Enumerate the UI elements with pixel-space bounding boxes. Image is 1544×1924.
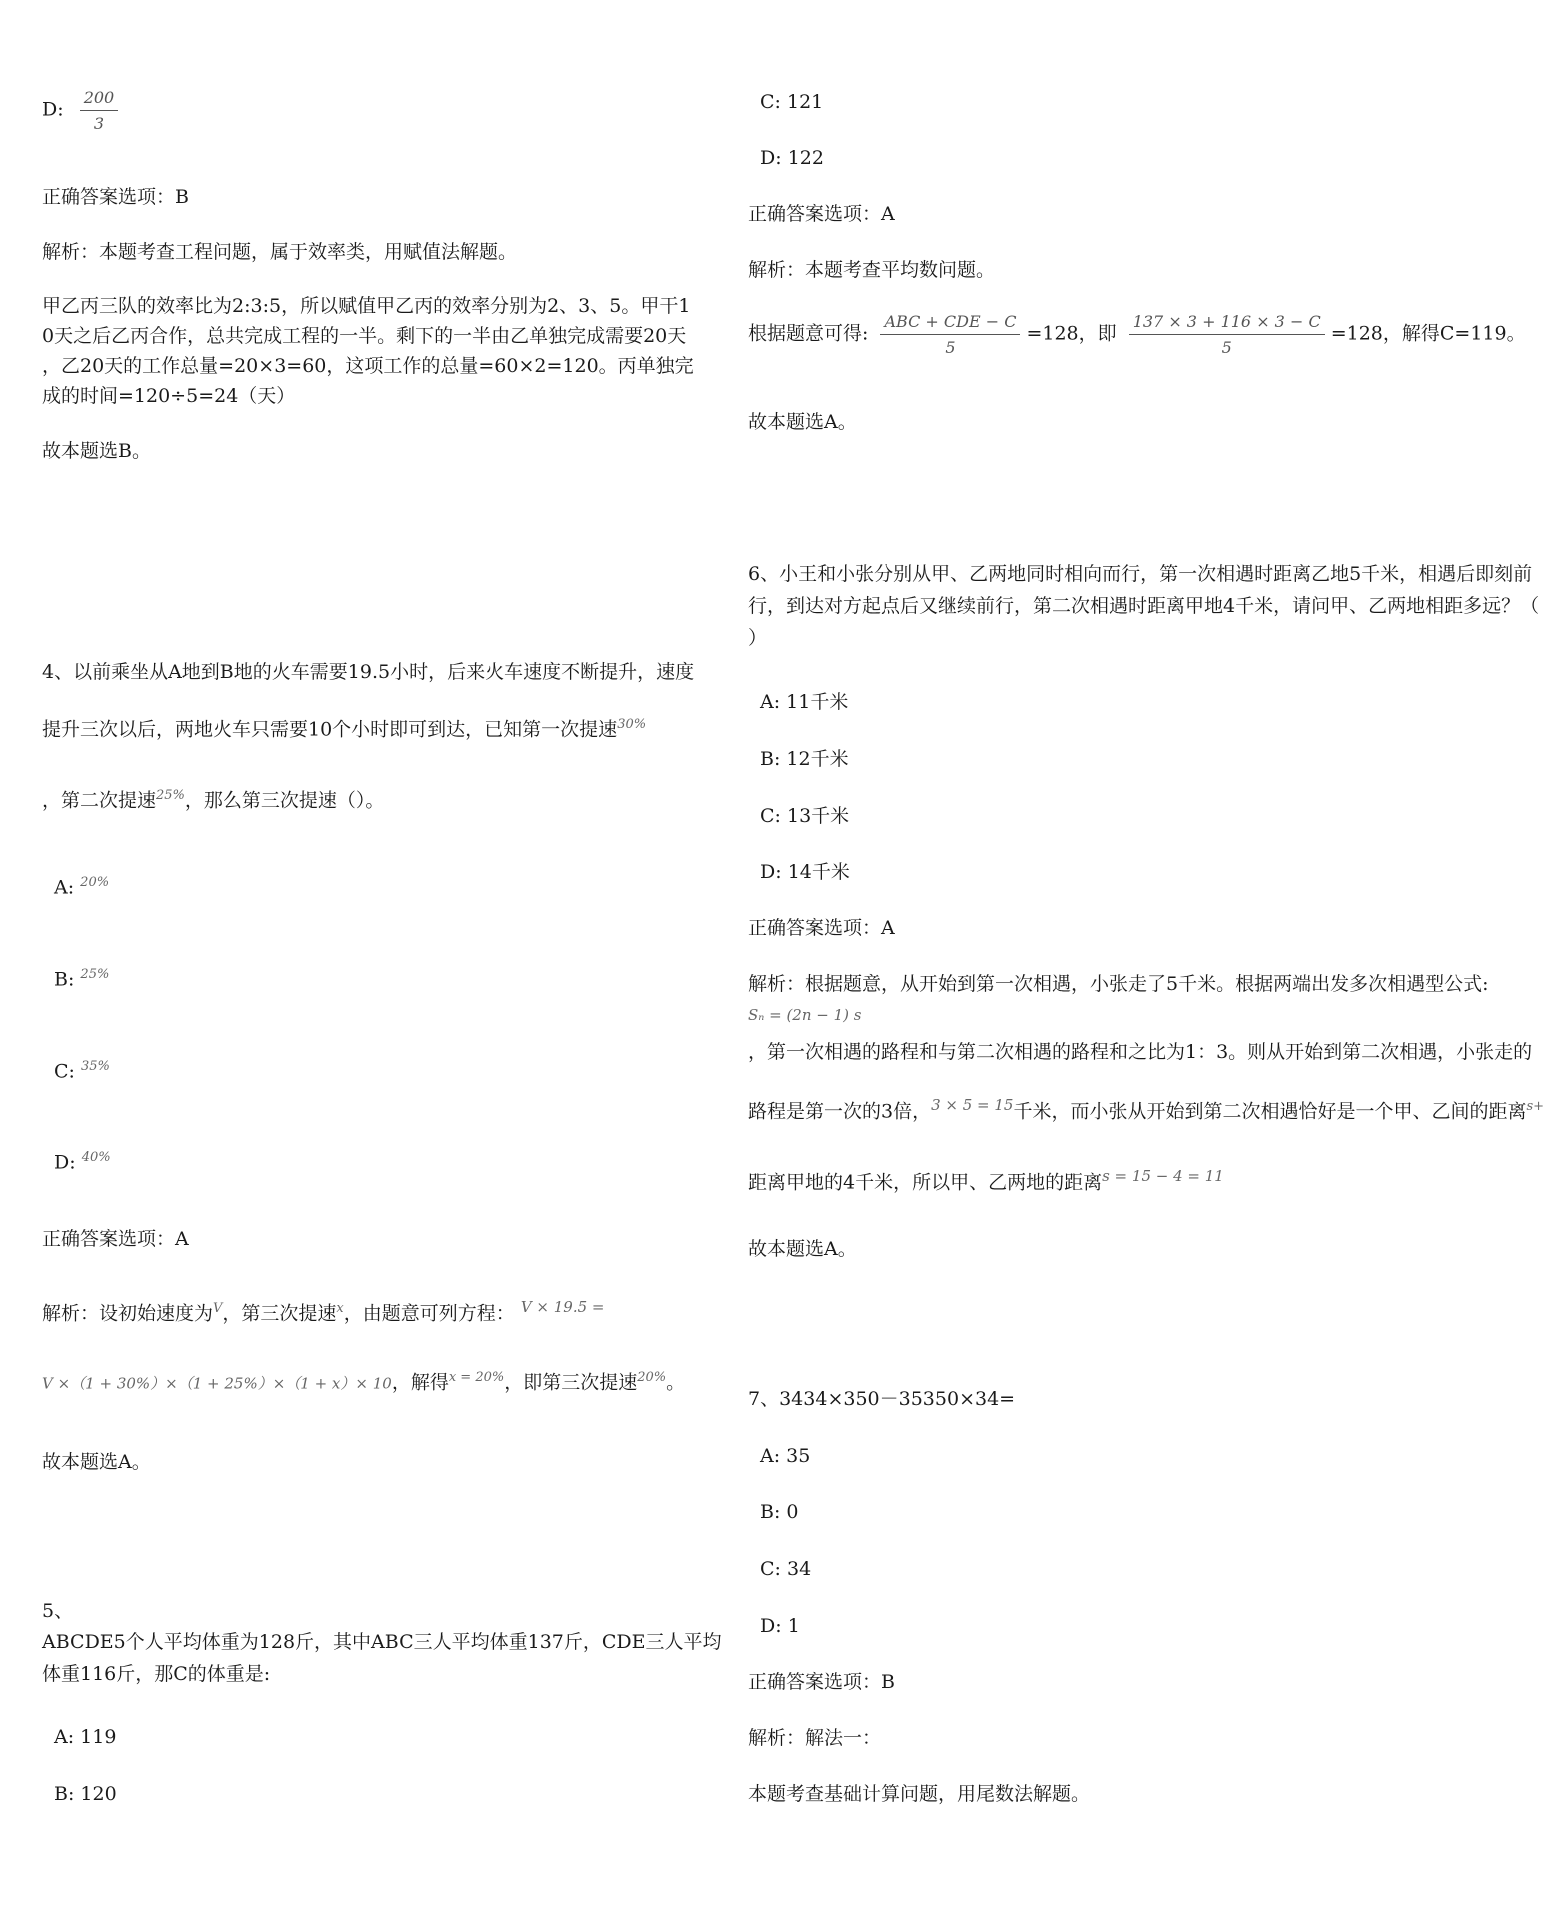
fraction	[80, 88, 119, 133]
q5-stem-line: 体重116斤，那C的体重是:	[42, 1663, 271, 1685]
option-label: B:	[54, 968, 75, 991]
q7-option-c	[748, 1555, 811, 1584]
analysis-text: ，解得	[391, 1371, 449, 1394]
option-value: 119	[80, 1726, 117, 1748]
analysis-text: =128，解得C=119。	[1330, 322, 1526, 345]
q6-option-d	[748, 858, 850, 887]
q3-analysis-line: 成的时间=120÷5=24（天）	[42, 385, 296, 407]
q3-answer: 正确答案选项：B	[42, 186, 189, 208]
q6-stem-line: 行，到达对方起点后又继续前行，第二次相遇时距离甲地4千米，请问甲、乙两地相距多远？（	[748, 595, 1540, 617]
option-label: B:	[760, 748, 781, 770]
fraction-denominator: 5	[945, 338, 956, 358]
q5-number: 5、	[42, 1600, 74, 1622]
math-var: s	[1526, 1099, 1534, 1114]
q7-analysis-head: 解析：解法一：	[748, 1727, 882, 1749]
option-value: 11千米	[786, 691, 849, 713]
option-value: 14千米	[787, 861, 850, 883]
analysis-text: ，第三次提速	[222, 1302, 337, 1325]
option-label: A:	[54, 1726, 75, 1748]
option-label: A:	[760, 1445, 781, 1467]
fraction-numerator: 200	[80, 88, 119, 111]
fraction-denominator: 5	[1221, 338, 1232, 358]
fraction	[880, 312, 1020, 357]
option-value: 13千米	[787, 805, 850, 827]
q6-option-b	[748, 745, 849, 774]
analysis-text: 根据题意可得:	[748, 322, 869, 345]
analysis-text: 解析：设初始速度为	[42, 1302, 214, 1325]
q6-formula: Sₙ = (2n − 1) s	[748, 1006, 862, 1024]
option-value: 120	[80, 1783, 117, 1805]
analysis-text: 千米，而小张从开始到第二次相遇恰好是一个甲、乙间的距离	[1013, 1100, 1527, 1123]
option-label: D:	[760, 147, 782, 169]
q3-analysis-head: 解析：本题考查工程问题，属于效率类，用赋值法解题。	[42, 241, 518, 263]
option-value: 12千米	[786, 748, 849, 770]
q4-stem-text: ，第二次提速	[42, 789, 157, 812]
option-label: D:	[54, 1151, 76, 1174]
analysis-text: 。	[666, 1371, 686, 1394]
q4-stem-line	[42, 715, 646, 745]
q5-option-d	[748, 144, 824, 173]
q7-option-b	[748, 1498, 799, 1527]
fraction-denominator: 3	[93, 114, 105, 134]
q3-analysis-line: 甲乙丙三队的效率比为2:3:5，所以赋值甲乙丙的效率分别为2、3、5。甲干1	[42, 295, 691, 317]
option-value: 0	[786, 1501, 799, 1523]
q6-analysis-line: ，第一次相遇的路程和与第二次相遇的路程和之比为1：3。则从开始到第二次相遇，小张走的	[748, 1041, 1533, 1063]
analysis-text: 距离甲地的4千米，所以甲、乙两地的距离	[748, 1171, 1103, 1194]
fraction-numerator: ABC + CDE − C	[880, 312, 1020, 335]
q6-stem-line: 6、小王和小张分别从甲、乙两地同时相向而行，第一次相遇时距离乙地5千米，相遇后即刻前	[748, 563, 1533, 585]
q5-conclusion: 故本题选A。	[748, 411, 857, 433]
option-label: D:	[760, 861, 782, 883]
option-label: C:	[760, 91, 781, 113]
q5-option-b	[42, 1780, 117, 1809]
q4-option-c	[42, 1057, 110, 1087]
q4-analysis-line	[42, 1368, 685, 1398]
option-value: 122	[787, 147, 824, 169]
option-value: 1	[787, 1615, 800, 1637]
q7-stem: 7、3434×350－35350×34=	[748, 1388, 1016, 1410]
q6-stem-line: ）	[748, 627, 768, 649]
q3-analysis-line: ，乙20天的工作总量=20×3=60，这项工作的总量=60×2=120。丙单独完	[42, 355, 694, 377]
q5-analysis-head: 解析：本题考查平均数问题。	[748, 259, 996, 281]
q4-conclusion: 故本题选A。	[42, 1451, 151, 1473]
percent-value: 20%	[637, 1370, 667, 1385]
q5-answer: 正确答案选项：A	[748, 203, 895, 225]
option-label: B:	[54, 1783, 75, 1805]
percent-value: 30%	[617, 717, 647, 732]
option-label: C:	[54, 1060, 75, 1083]
fraction-numerator: 137 × 3 + 116 × 3 − C	[1129, 312, 1325, 335]
option-label: A:	[54, 876, 75, 899]
q7-option-a	[748, 1442, 810, 1471]
q5-option-c	[748, 88, 823, 117]
q4-option-a	[42, 873, 109, 903]
math-var: x	[336, 1301, 344, 1316]
q3-option-d	[42, 88, 124, 133]
analysis-text: ，即第三次提速	[504, 1371, 638, 1394]
option-label: C:	[760, 1558, 781, 1580]
analysis-text: =128，即	[1026, 322, 1117, 345]
option-label: D:	[42, 98, 64, 121]
q6-option-c	[748, 802, 849, 831]
q6-conclusion: 故本题选A。	[748, 1238, 857, 1260]
analysis-text: 路程是第一次的3倍，	[748, 1100, 932, 1123]
q4-stem-line: 4、以前乘坐从A地到B地的火车需要19.5小时，后来火车速度不断提升，速度	[42, 661, 695, 683]
option-value: 35%	[81, 1059, 110, 1074]
math-expression: V × 19.5 =	[520, 1298, 605, 1316]
q7-analysis-body: 本题考查基础计算问题，用尾数法解题。	[748, 1783, 1091, 1805]
q5-option-a	[42, 1723, 116, 1752]
math-expression: 3 × 5 = 15	[931, 1096, 1014, 1114]
q7-option-d	[748, 1612, 800, 1641]
q6-option-a	[748, 688, 848, 717]
option-label: A:	[760, 691, 781, 713]
q6-analysis-line	[748, 1094, 1544, 1127]
q4-analysis-line	[42, 1296, 605, 1329]
option-value: 121	[787, 91, 824, 113]
option-label: C:	[760, 805, 781, 827]
option-value: 20%	[80, 875, 110, 890]
q3-analysis-line: 0天之后乙丙合作，总共完成工程的一半。剩下的一半由乙单独完成需要20天	[42, 325, 687, 347]
math-expression: V ×（1 + 30%）×（1 + 25%）×（1 + x）× 10	[42, 1374, 392, 1393]
math-var: V	[213, 1301, 223, 1316]
q6-analysis-line: 解析：根据题意，从开始到第一次相遇，小张走了5千米。根据两端出发多次相遇型公式:	[748, 973, 1489, 995]
option-label: B:	[760, 1501, 781, 1523]
option-value: 40%	[81, 1150, 111, 1165]
percent-value: 25%	[156, 788, 185, 803]
option-value: 25%	[80, 967, 110, 982]
q3-conclusion: 故本题选B。	[42, 440, 151, 462]
analysis-text: ，由题意可列方程：	[343, 1302, 515, 1325]
q6-answer: 正确答案选项：A	[748, 917, 895, 939]
option-label: D:	[760, 1615, 782, 1637]
math-symbol: +	[1533, 1099, 1544, 1114]
fraction	[1129, 312, 1325, 357]
q4-stem-line	[42, 786, 384, 816]
option-value: 34	[787, 1558, 812, 1580]
q4-option-b	[42, 965, 109, 995]
q4-option-d	[42, 1148, 111, 1178]
q6-analysis-line	[748, 1165, 1224, 1198]
q5-analysis-line	[748, 312, 1526, 357]
q5-stem-line: ABCDE5个人平均体重为128斤，其中ABC三人平均体重137斤，CDE三人平均	[42, 1631, 722, 1653]
math-expression: s = 15 − 4 = 11	[1102, 1167, 1224, 1185]
math-expression: x = 20%	[448, 1370, 505, 1385]
q4-stem-text: ，那么第三次提速（）。	[184, 789, 385, 812]
q7-answer: 正确答案选项：B	[748, 1671, 895, 1693]
option-value: 35	[786, 1445, 811, 1467]
q4-stem-text: 提升三次以后，两地火车只需要10个小时即可到达，已知第一次提速	[42, 718, 618, 741]
q4-answer: 正确答案选项：A	[42, 1228, 189, 1250]
